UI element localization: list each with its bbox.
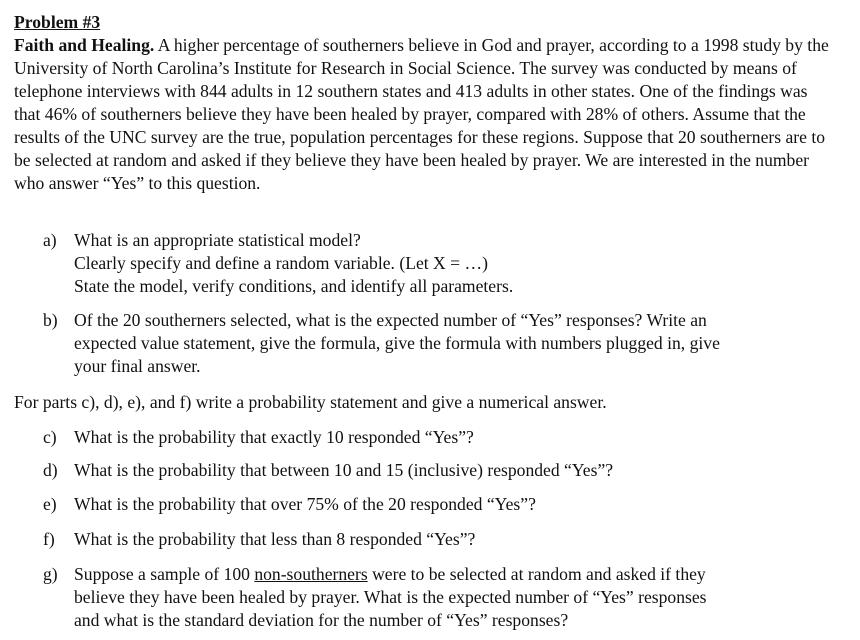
problem-title: Problem #3 (14, 12, 101, 32)
part-letter: e) (43, 494, 57, 514)
part-d-text: What is the probability that between 10 and 15 (inclusive) responded “Yes”? (74, 460, 614, 480)
part-g-line-3: and what is the standard deviation for the number of “Yes” responses? (74, 610, 569, 630)
part-b-line-2: expected value statement, give the formula, give the formula with numbers plugged in, give (74, 333, 720, 353)
part-c-text: What is the probability that exactly 10 responded “Yes”? (74, 427, 474, 447)
part-a-line-2: Clearly specify and define a random variable. (Let X = …) (74, 253, 488, 273)
part-g-line-1 (74, 563, 824, 586)
part-letter: f) (43, 529, 55, 549)
part-letter: b) (43, 310, 58, 330)
part-a-line-3: State the model, verify conditions, and identify all parameters. (74, 276, 514, 296)
part-g-body (74, 563, 824, 632)
part-b-body (74, 309, 824, 378)
part-letter: g) (43, 564, 58, 584)
part-b-line-1: Of the 20 southerners selected, what is the expected number of “Yes” responses? Write an (74, 310, 707, 330)
part-g-line-2: believe they have been healed by prayer. What is the expected number of “Yes” responses (74, 587, 707, 607)
intro-lead: Faith and Healing. (14, 35, 155, 55)
part-g-text-after: were to be selected at random and asked if they (367, 564, 706, 584)
non-southerners-underlined: non-southerners (254, 564, 368, 584)
part-letter: c) (43, 427, 57, 447)
instructions-note: For parts c), d), e), and f) write a probability statement and give a numerical answer. (14, 392, 607, 412)
part-f-text: What is the probability that less than 8 responded “Yes”? (74, 529, 476, 549)
part-a-line-1: What is an appropriate statistical model? (74, 230, 361, 250)
part-g-text-before: Suppose a sample of 100 (74, 564, 255, 584)
part-a-body (74, 229, 824, 298)
part-b-line-3: your final answer. (74, 356, 201, 376)
part-letter: a) (43, 230, 57, 250)
part-letter: d) (43, 460, 58, 480)
part-e-text: What is the probability that over 75% of the 20 responded “Yes”? (74, 494, 536, 514)
problem-intro (14, 34, 829, 195)
intro-text: A higher percentage of southerners believe in God and prayer, according to a 1998 study by the University of North Carolina’s Institute for Research in Social Science. The survey was conducted by means of telephone interviews with 844 adults in 12 southern states and 413 adults in other states. One of the findings was that 46% of southerners believe they have been healed by prayer, compared with 28% of others. Assume that the results of the UNC survey are the true, population percentages for these regions. Suppose that 20 southerners are to be selected at random and asked if they believe they have been healed by prayer. We are interested in the number who answer “Yes” to this question. (14, 35, 829, 193)
